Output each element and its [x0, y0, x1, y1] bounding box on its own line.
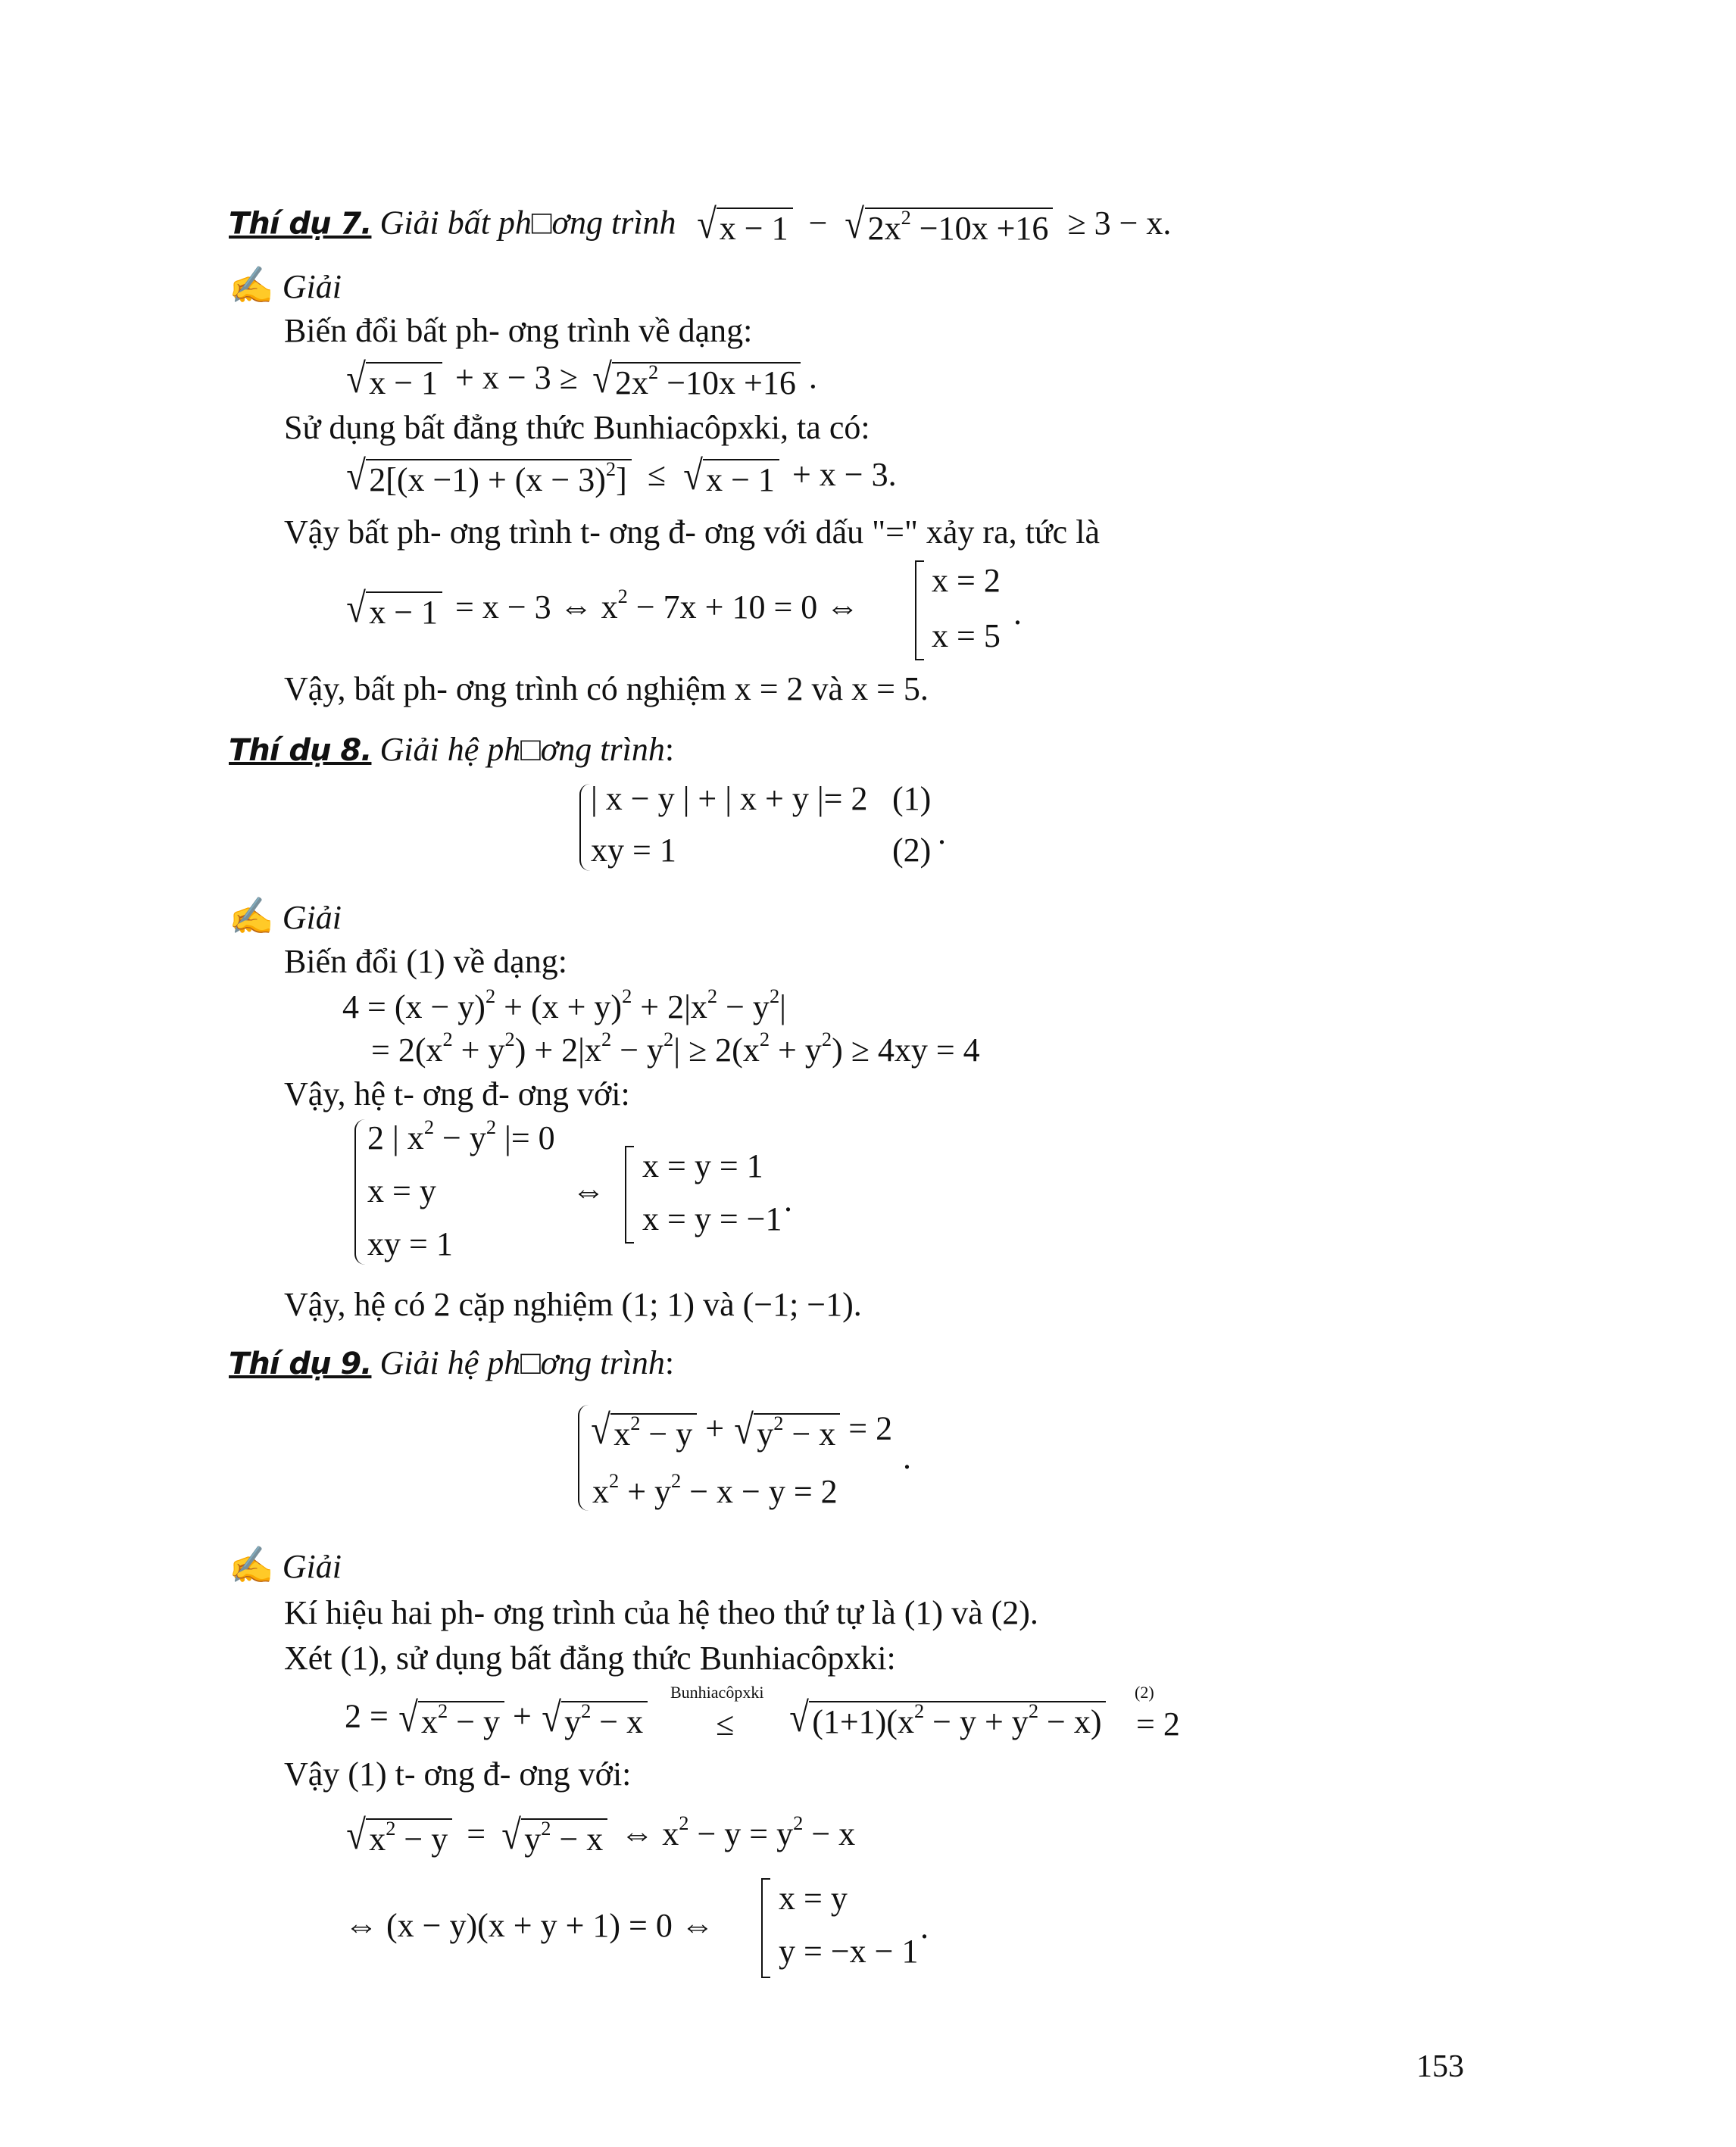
system-line: xy = 1	[591, 832, 676, 869]
case-line: x = 5	[932, 617, 1001, 654]
equivalence-symbol: ⇔	[572, 1172, 605, 1209]
text-line: Vậy bất ph- ơng trình t- ơng đ- ơng với dấu "=" xảy ra, tức là	[284, 513, 1100, 551]
case-bracket	[915, 560, 924, 660]
text-line: Vậy, hệ t- ơng đ- ơng với:	[284, 1075, 630, 1113]
solution-9-label: ✍ Giải	[229, 1546, 342, 1586]
example-7-heading: Thí dụ 7. Giải bất ph□ơng trình √ x − 1 − √ $2x^2 -10x +16$ ≥ 3 − x.	[229, 203, 1171, 249]
system-line: 2 | $x^2 - y^2$ |= 0	[367, 1116, 555, 1156]
equation: √ $(1+1)(x^2 - y + y^2 - x)$	[788, 1696, 1106, 1743]
sqrt-expr: √ x − 1	[695, 203, 793, 249]
text-line: Vậy, bất ph- ơng trình có nghiệm x = 2 và x = 5.	[284, 670, 929, 707]
period: .	[938, 814, 946, 851]
case-line: y = −x − 1	[779, 1933, 919, 1970]
system-line: $x^2 + y^2 - x - y = 2$	[592, 1469, 838, 1510]
text-line: Xét (1), sử dụng bất đẳng thức Bunhiacôpxki:	[284, 1640, 896, 1677]
system-brace	[578, 1405, 590, 1511]
system-line: xy = 1	[367, 1225, 453, 1262]
over-label: Bunhiacôpxki	[670, 1683, 764, 1702]
equation: √ $x^2 - y$ = √ $y^2 - x$ ⇔ $x^2 - y = y^2 - x$	[345, 1814, 855, 1860]
text-line: Vậy (1) t- ơng đ- ơng với:	[284, 1755, 632, 1793]
equation: = $2(x^2 + y^2) + 2|x^2 - y^2| \ge 2(x^2 + y^2) \ge 4xy = 4$	[371, 1028, 980, 1069]
text-line: Kí hiệu hai ph- ơng trình của hệ theo thứ tự là (1) và (2).	[284, 1594, 1038, 1631]
period: .	[784, 1181, 792, 1219]
text-line: Biến đổi bất ph- ơng trình về dạng:	[284, 312, 753, 349]
system-brace	[579, 784, 592, 871]
sqrt-expr: √ $2x^2 -10x +16$	[843, 203, 1053, 249]
page-number: 153	[1416, 2049, 1464, 2084]
case-line: x = y	[779, 1880, 848, 1917]
example-8-statement: Giải hệ ph□ơng trình	[379, 731, 665, 768]
example-8-heading: Thí dụ 8. Giải hệ ph□ơng trình:	[229, 731, 675, 768]
system-line: x = y	[367, 1172, 436, 1209]
text-line: Sử dụng bất đẳng thức Bunhiacôpxki, ta có:	[284, 409, 870, 446]
writing-hand-icon: ✍	[229, 1546, 274, 1586]
system-brace	[354, 1119, 367, 1265]
equation: 2 = √ $x^2 - y$ + √ $y^2 - x$	[345, 1696, 648, 1743]
solution-7-label: ✍ Giải	[229, 266, 342, 306]
case-bracket	[625, 1146, 634, 1244]
case-line: x = y = −1	[642, 1200, 782, 1237]
writing-hand-icon: ✍	[229, 266, 274, 306]
over-label: (2)	[1135, 1683, 1154, 1702]
text-line: Biến đổi (1) về dạng:	[284, 943, 567, 980]
period: .	[1013, 594, 1022, 632]
equals-result: = 2	[1136, 1705, 1180, 1743]
equation: √ $2[(x -1) + (x - 3)^2]$ ≤ √ x − 1 + x − 3.	[345, 454, 897, 501]
le-symbol: ≤	[716, 1705, 735, 1743]
case-bracket	[761, 1878, 770, 1978]
system-line: √ $x^2 - y$ + √ $y^2 - x$ = 2	[589, 1409, 892, 1455]
example-9-statement: Giải hệ ph□ơng trình	[379, 1344, 665, 1381]
writing-hand-icon: ✍	[229, 897, 274, 937]
case-line: x = 2	[932, 562, 1001, 599]
equation: $4 = (x - y)^2 + (x + y)^2 + 2|x^2 - y^2|$	[342, 985, 786, 1025]
period: .	[903, 1439, 911, 1476]
example-7-title: Thí dụ 7.	[229, 206, 372, 242]
equation-number: (1)	[892, 780, 932, 817]
period: .	[920, 1908, 929, 1946]
example-8-title: Thí dụ 8.	[229, 733, 372, 768]
equation: √ x − 1 = x − 3 ⇔ $x^2 - 7x + 10 = 0$ ⇔	[345, 587, 859, 633]
example-9-title: Thí dụ 9.	[229, 1347, 372, 1381]
system-line: | x − y | + | x + y |= 2	[591, 780, 868, 817]
example-9-heading: Thí dụ 9. Giải hệ ph□ơng trình:	[229, 1344, 675, 1381]
solution-8-label: ✍ Giải	[229, 897, 342, 937]
text-line: Vậy, hệ có 2 cặp nghiệm (1; 1) và (−1; −1).	[284, 1286, 862, 1323]
case-line: x = y = 1	[642, 1147, 763, 1184]
equation: √ x − 1 + x − 3 ≥ √ $2x^2 -10x +16$ .	[345, 357, 817, 404]
equation: ⇔ (x − y)(x + y + 1) = 0 ⇔	[345, 1907, 714, 1944]
equation-number: (2)	[892, 832, 932, 869]
example-7-statement: Giải bất ph□ơng trình	[379, 204, 676, 242]
